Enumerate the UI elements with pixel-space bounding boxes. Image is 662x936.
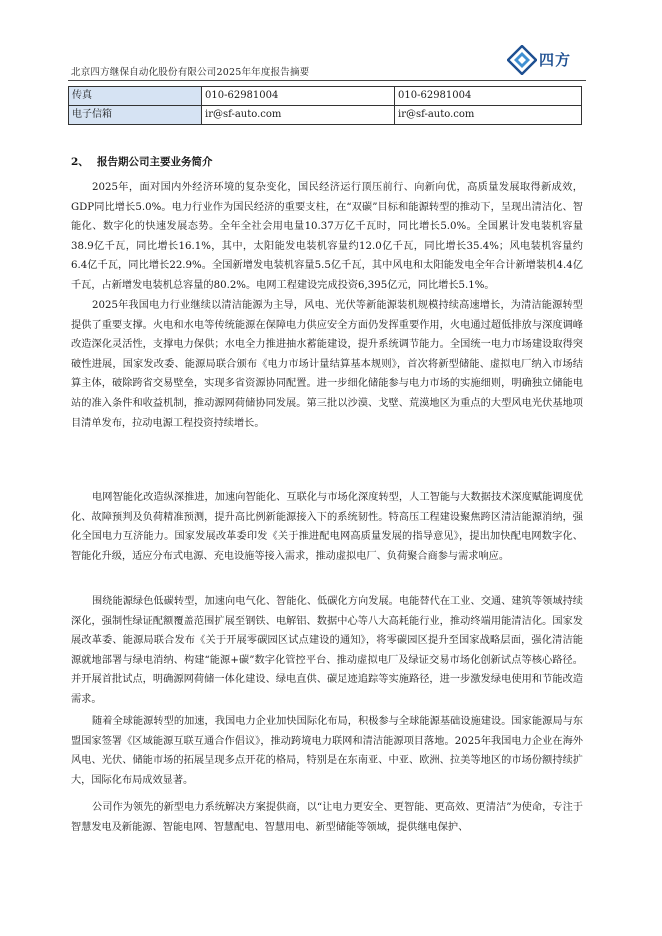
email-label: 电子信箱 — [69, 106, 202, 125]
section-title: 报告期公司主要业务简介 — [97, 156, 213, 168]
fax-value-secretary: 010-62981004 — [202, 87, 395, 106]
fax-label: 传真 — [69, 87, 202, 106]
table-row — [69, 106, 582, 125]
paragraph-globalization: 随着全球能源转型的加速，我国电力企业加快国际化布局，积极参与全球能源基础设施建设。国家能源局与东盟国家签署《区域能源互联互通合作倡议》，推动跨境电力联网和清洁能源项目落地。2025年我国电力企业在海外风电、光伏、储能市场的拓展呈现多点开花的格局，特别是在东南亚、中亚、欧洲、拉美等地区的市场份额持续扩大，国际化布局成效显著。 — [71, 716, 583, 786]
section-number: 2、 — [71, 156, 89, 168]
paragraph-company-intro: 公司作为领先的新型电力系统解决方案提供商，以“让电力更安全、更智能、更高效、更清洁”为使命，专注于智慧发电及新能源、智能电网、智慧配电、智慧用电、新型储能等领域，提供继电保护、 — [71, 802, 583, 833]
email-value-representative[interactable]: ir@sf-auto.com — [395, 106, 582, 125]
report-header-title: 北京四方继保自动化股份有限公司2025年年度报告摘要 — [71, 67, 310, 78]
header-divider — [68, 80, 586, 81]
paragraph-green-transition: 围绕能源绿色低碳转型，加速向电气化、智能化、低碳化方向发展。电能替代在工业、交通、建筑等领域持续深化，强制性绿证配额覆盖范围扩展至钢铁、电解铝、数据中心等八大高耗能行业，推动终端用能清洁化。国家发展改革委、能源局联合发布《关于开展零碳园区试点建设的通知》，将零碳园区提升至国家战略层面，强化清洁能源就地部署与绿电消纳、构建“能源+碳”数字化管控平台、推动虚拟电厂及绿证交易市场化创新试点等核心路径。并开展首批试点，明确源网荷储一体化建设、绿电直供、碳足迹追踪等实施路径，进一步激发绿电使用和节能改造需求。 — [71, 596, 583, 705]
fax-value-representative: 010-62981004 — [395, 87, 582, 106]
company-logo — [505, 42, 585, 78]
contact-table — [68, 86, 582, 125]
logo-text: 四方 — [539, 51, 572, 69]
sifang-logo-icon — [507, 45, 537, 75]
paragraph-economy-overview: 2025年，面对国内外经济环境的复杂变化，国民经济运行顶压前行、向新向优，高质量发展取得新成效，GDP同比增长5.0%。电力行业作为国民经济的重要支柱，在“双碳”目标和能源转型的推动下，呈现出清洁化、智能化、数字化的快速发展态势。全年全社会用电量10.37万亿千瓦时，同比增长5.0%。全国累计发电装机容量38.9亿千瓦，同比增长16.1%，其中，太阳能发电装机容量约12.0亿千瓦，同比增长35.4%；风电装机容量约6.4亿千瓦，同比增长22.9%。全国新增发电装机容量5.5亿千瓦，其中风电和太阳能发电全年合计新增装机4.4亿千瓦，占新增发电装机总容量的80.2%。电网工程建设完成投资6,395亿元，同比增长5.1%。 — [71, 182, 583, 291]
paragraph-grid-intelligence: 电网智能化改造纵深推进，加速向智能化、互联化与市场化深度转型，人工智能与大数据技术深度赋能调度优化、故障预判及负荷精准预测，提升高比例新能源接入下的系统韧性。特高压工程建设聚焦跨区清洁能源消纳，强化全国电力互济能力。国家发展改革委印发《关于推进配电网高质量发展的指导意见》，提出加快配电网数字化、智能化升级，适应分布式电源、充电设施等接入需求，推动虚拟电厂、负荷聚合商参与需求响应。 — [71, 492, 583, 562]
section-heading — [71, 154, 213, 169]
table-row — [69, 87, 582, 106]
email-value-secretary[interactable]: ir@sf-auto.com — [202, 106, 395, 125]
paragraph-power-industry: 2025年我国电力行业继续以清洁能源为主导，风电、光伏等新能源装机规模持续高速增长，为清洁能源转型提供了重要支撑。火电和水电等传统能源在保障电力供应安全方面仍发挥重要作用，火电通过超低排放与深度调峰改造深化灵活性，支撑电力保供；水电全力推进抽水蓄能建设，提升系统调节能力。全国统一电力市场建设取得突破性进展，国家发改委、能源局联合颁布《电力市场计量结算基本规则》，首次将新型储能、虚拟电厂纳入市场结算主体，破除跨省交易壁垒，实现多省资源协同配置。进一步细化储能参与电力市场的实施细则，明确独立储能电站的准入条件和收益机制，推动源网荷储协同发展。第三批以沙漠、戈壁、荒漠地区为重点的大型风电光伏基地项目清单发布，拉动电源工程投资持续增长。 — [71, 300, 583, 429]
